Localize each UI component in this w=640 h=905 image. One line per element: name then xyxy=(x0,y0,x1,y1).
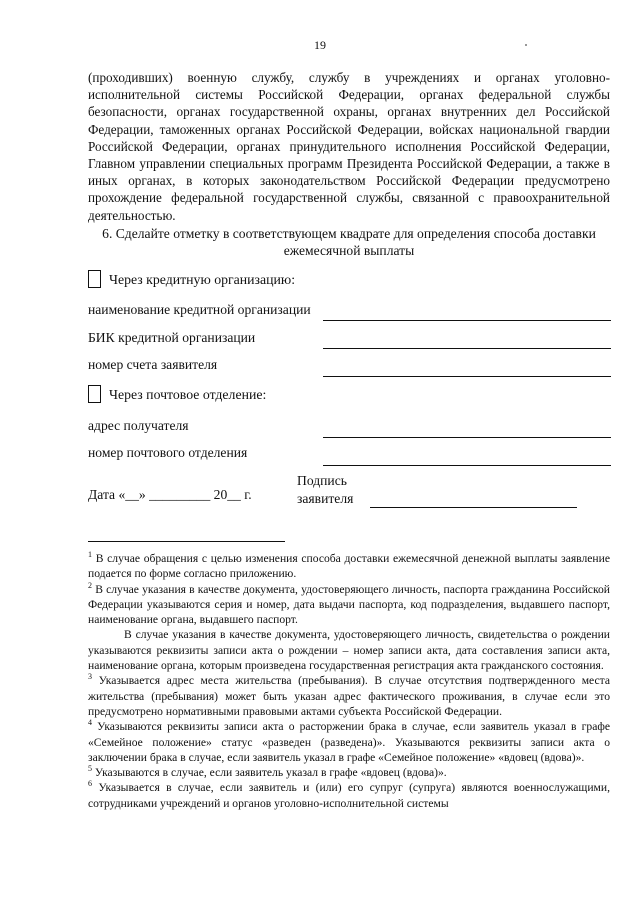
footnote-6-marker: 6 xyxy=(88,779,92,789)
footnote-6-text: Указывается в случае, если заявитель и (или) его супруг (супруга) являются военнослужащими, сотрудниками учреждений и органов уголовно-исполнительной системы xyxy=(88,781,610,810)
footnote-1-marker: 1 xyxy=(88,550,92,560)
continuation-paragraph xyxy=(88,69,610,224)
signature-field[interactable] xyxy=(370,507,577,508)
footnote-2-marker: 2 xyxy=(88,580,92,590)
account-field[interactable] xyxy=(323,376,611,377)
signature-label-line2: заявителя xyxy=(297,491,354,506)
credit-org-name-field[interactable] xyxy=(323,320,611,321)
option-post-row[interactable] xyxy=(88,385,266,405)
footnote-5 xyxy=(88,765,610,780)
footnote-4-text: Указываются реквизиты записи акта о расторжении брака в случае, если заявитель указал в графе «Семейное положение» статус «разведен (разведена)». Указываются реквизиты записи акта о заключении брака в случае, если заявитель указал в графе «Семейное положение» «вдовец (вдова)». xyxy=(88,720,610,764)
option-credit-label: Через кредитную организацию: xyxy=(109,272,296,287)
footnote-3-marker: 3 xyxy=(88,672,92,682)
continuation-text: (проходивших) военную службу, службу в учреждениях и органах уголовно-исполнительной системы Российской Федерации, органах федеральной службы безопасности, органах государственной охраны, органах внутренних дел Российской Федерации, таможенных органах Российской Федерации, войсках национальной гвардии Российской Федерации, органах принудительного исполнения Российской Федерации, Главном управлении специальных программ Президента Российской Федерации, а также в иных органах, в которых законодательством Российской Федерации предусмотрено прохождение федеральной государственной службы, связанной с правоохранительной деятельностью. xyxy=(88,70,610,223)
footnote-2-continuation: В случае указания в качестве документа, удостоверяющего личность, свидетельства о рождении указываются реквизиты записи акта о рождении – номер записи акта, дата составления записи акта, наименование органа, которым произведена государственная регистрация акта гражданского состояния. xyxy=(88,628,610,673)
footnote-5-marker: 5 xyxy=(88,764,92,774)
signature-label xyxy=(297,472,353,508)
footnote-separator xyxy=(88,541,285,542)
bik-label: БИК кредитной организации xyxy=(88,330,256,345)
credit-checkbox[interactable] xyxy=(88,270,101,288)
footnote-2-text: В случае указания в качестве документа, удостоверяющего личность, паспорта гражданина Российской Федерации указываются серия и номер, дата выдачи паспорта, код подразделения, выдавшего паспорт, наименование органа, выдавшего паспорт. xyxy=(88,582,610,627)
footnote-4-marker: 4 xyxy=(88,718,92,728)
bik-field[interactable] xyxy=(323,348,611,349)
footnote-1 xyxy=(88,551,610,582)
signature-label-line1: Подпись xyxy=(297,473,347,488)
address-field[interactable] xyxy=(323,437,611,438)
footnote-5-text: Указываются в случае, если заявитель указал в графе «вдовец (вдова)». xyxy=(94,766,447,780)
section-6-heading: 6. Сделайте отметку в соответствующем квадрате для определения способа доставки ежемесячной выплаты xyxy=(102,226,596,258)
credit-org-name-label: наименование кредитной организации xyxy=(88,302,311,317)
footnote-2 xyxy=(88,582,610,628)
post-office-label: номер почтового отделения xyxy=(88,445,248,460)
footnote-3 xyxy=(88,673,610,719)
footnote-3-text: Указывается адрес места жительства (пребывания). В случае отсутствия подтвержденного места жительства (пребывания) может быть указан адрес фактического проживания, в случае если это предусмотрено нормативными правовыми актами субъекта Российской Федерации. xyxy=(88,674,610,718)
scan-speck xyxy=(525,44,527,46)
account-label: номер счета заявителя xyxy=(88,357,218,372)
footnote-6 xyxy=(88,780,610,811)
address-label: адрес получателя xyxy=(88,418,189,433)
footnote-4 xyxy=(88,719,610,765)
footnote-1-text: В случае обращения с целью изменения способа доставки ежемесячной денежной выплаты заявление подается по форме согласно приложению. xyxy=(88,552,610,581)
post-office-field[interactable] xyxy=(323,465,611,466)
option-credit-row[interactable] xyxy=(88,270,295,290)
footnotes xyxy=(88,551,610,811)
post-checkbox[interactable] xyxy=(88,385,101,403)
option-post-label: Через почтовое отделение: xyxy=(109,387,267,402)
page-number: 19 xyxy=(314,38,326,52)
date-line: Дата «__» _________ 20__ г. xyxy=(88,487,252,502)
